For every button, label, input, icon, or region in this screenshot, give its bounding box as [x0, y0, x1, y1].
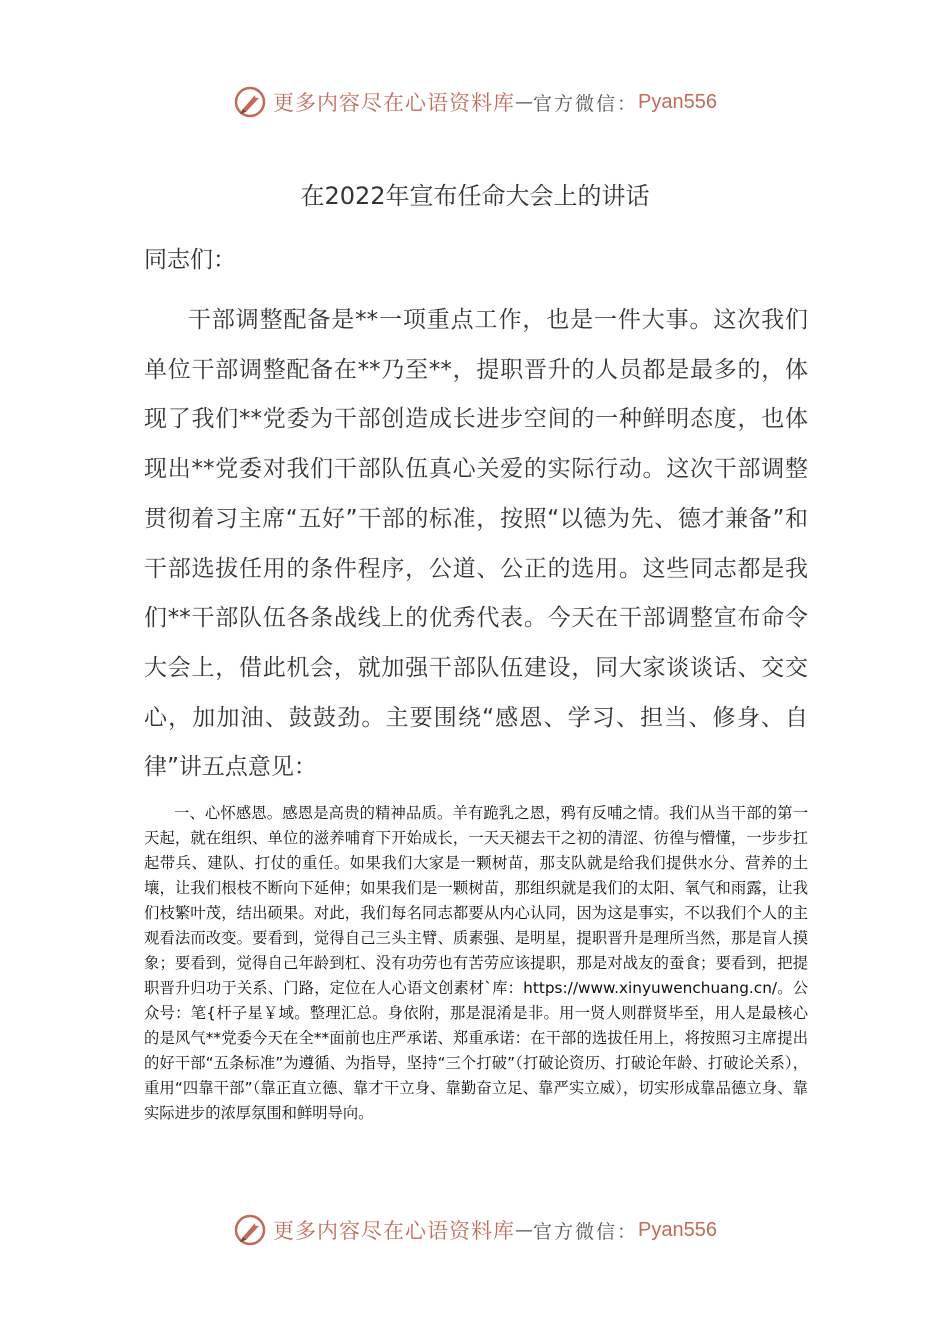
banner-separator: —: [515, 91, 533, 113]
intro-paragraph: 干部调整配备是**一项重点工作，也是一件大事。这次我们单位干部调整配备在**乃至**，提职晋升的人员都是最多的，体现了我们**党委为干部创造成长进步空间的一种鲜明态度，也体现出**党委对我们干部队伍真心关爱的实际行动。这次干部调整贯彻着习主席“五好”干部的标准，按照“以德为先、德才兼备”和干部选拔任用的条件程序，公道、公正的选用。这些同志都是我们**干部队伍各条战线上的优秀代表。今天在干部调整宣布命令大会上，借此机会，就加强干部队伍建设，同大家谈谈话、交交心，加加油、鼓鼓劲。主要围绕“感恩、学习、担当、修身、自律”讲五点意见：: [144, 307, 808, 781]
banner-contact-label: 官方微信：: [533, 92, 639, 115]
document-title: 在2022年宣布任命大会上的讲话: [300, 182, 650, 210]
section-one-paragraph: 一、心怀感恩。感恩是高贵的精神品质。羊有跪乳之恩，鸦有反哺之情。我们从当干部的第一天起，就在组织、单位的滋养哺育下开始成长，一天天褪去干之初的清涩、彷徨与懵懂，一步步扛起带兵、建队、打仗的重任。如果我们大家是一颗树苗，那支队就是给我们提供水分、营养的土壤，让我们根枝不断向下延伸；如果我们是一颗树苗，那组织就是我们的太阳、氧气和雨露，让我们枝繁叶茂，结出硕果。对此，我们每名同志都要从内心认同，因为这是事实，不以我们个人的主观看法而改变。要看到，觉得自己三头主臂、质素强、是明星，提职晋升是理所当然，那是盲人摸象；要看到，觉得自己年龄到杠、没有功劳也有苦劳应该提职，那是对战友的蚕食；要看到，把提职晋升归功于关系、门路，定位在人心语文创素材`库：https://www.xinyuwenchuang.cn/。公众号：笔{杆子星￥域。整理汇总。身依附，那是混淆是非。用一贤人则群贤毕至，用人是最核心的是风气**党委今天在全**面前也庄严承诺、郑重承诺：在干部的选拔任用上，将按照习主席提出的好干部“五条标准”为遵循、为指导，坚持“三个打破”（打破论资历、打破论年龄、打破论关系），重用“四靠干部”（靠正直立德、靠才干立身、靠勤奋立足、靠严实立威），切实形成靠品德立身、靠实际进步的浓厚氛围和鲜明导向。: [144, 804, 808, 1122]
salutation: 同志们：: [144, 247, 236, 273]
banner-wechat-id: Pyan556: [638, 1218, 717, 1241]
banner-slogan: 更多内容尽在心语资料库: [273, 91, 515, 115]
footer-banner: [0, 1208, 950, 1252]
banner-separator: —: [515, 1219, 533, 1241]
banner-wechat-id: Pyan556: [638, 90, 717, 113]
banner-contact-label: 官方微信：: [533, 1220, 639, 1243]
pen-nib-logo-icon: [233, 85, 267, 119]
banner-slogan: 更多内容尽在心语资料库: [273, 1219, 515, 1243]
header-banner: [0, 80, 950, 124]
pen-nib-logo-icon: [233, 1213, 267, 1247]
